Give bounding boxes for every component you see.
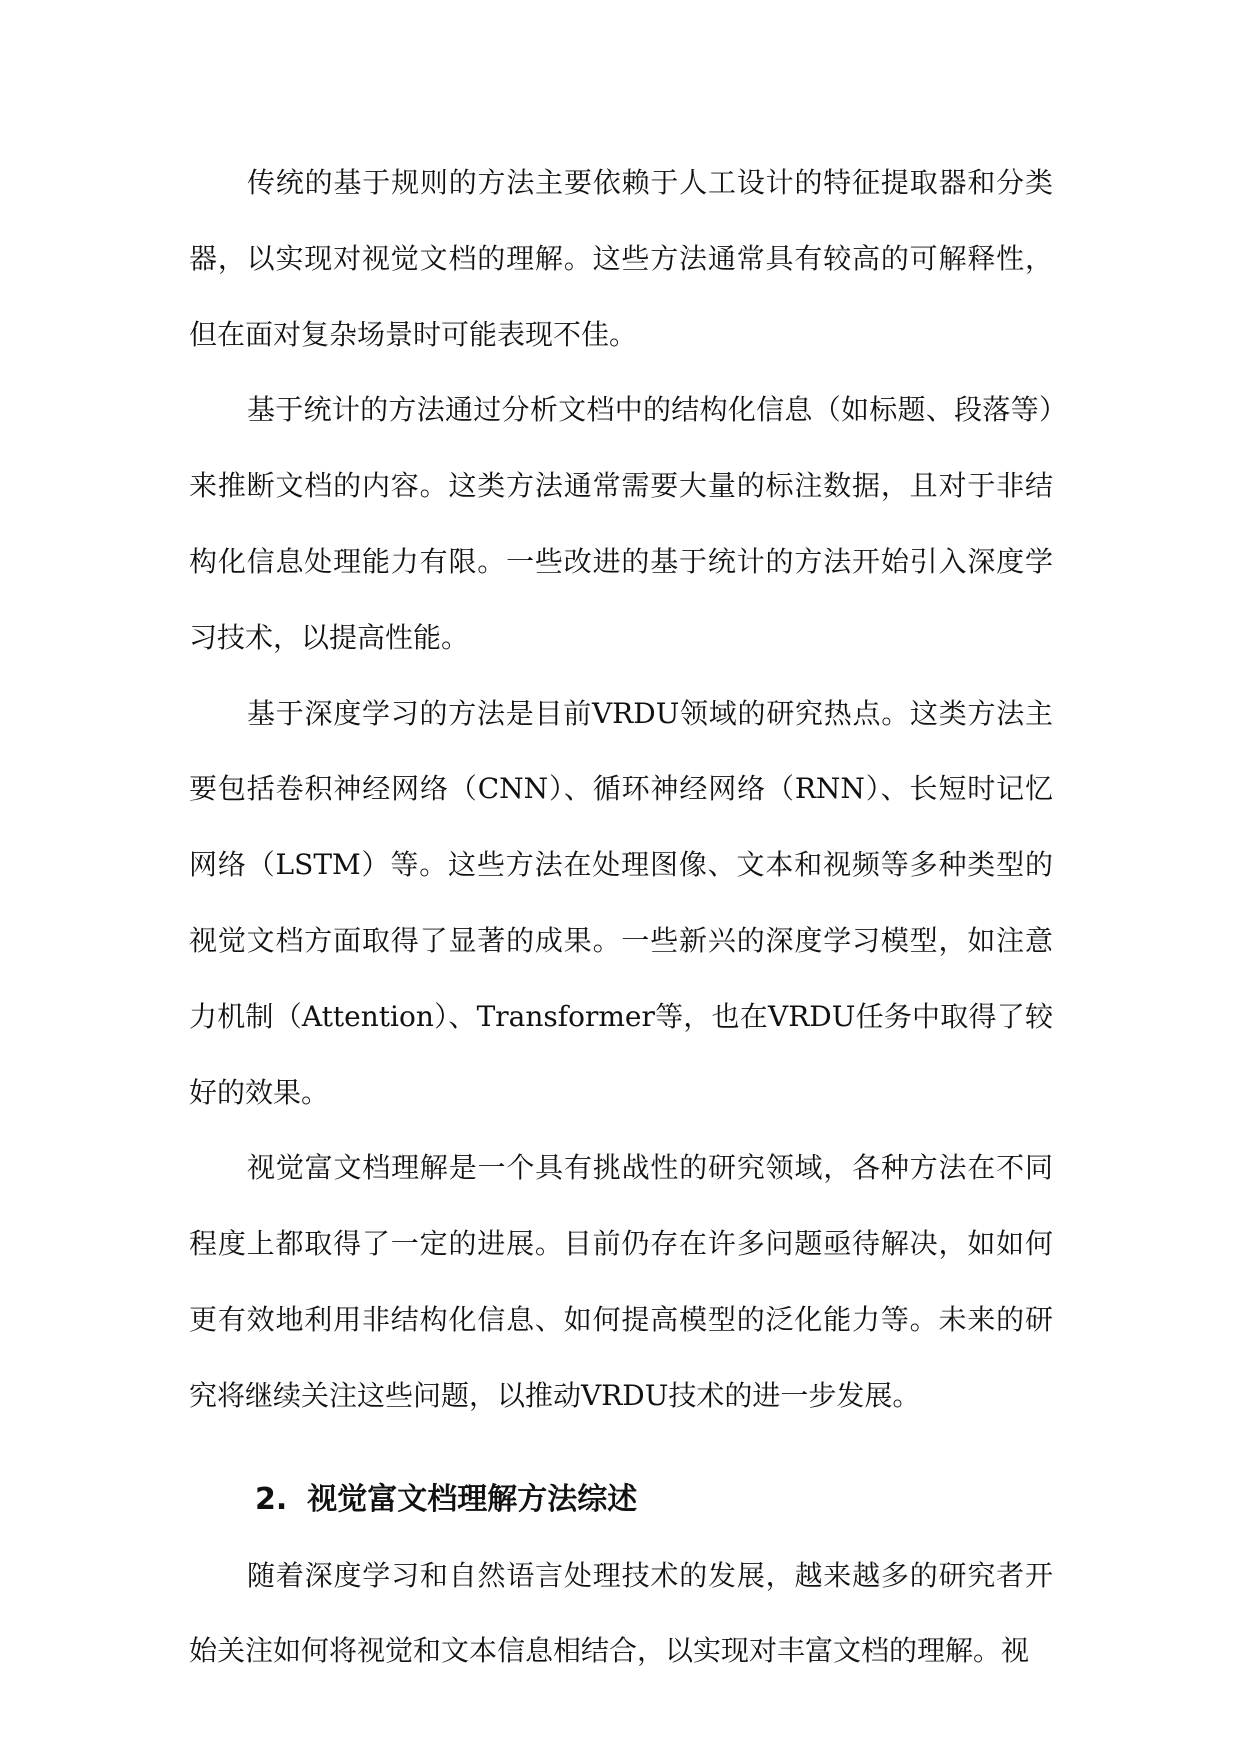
section-spacer xyxy=(189,1434,1053,1472)
paragraph-summary: 视觉富文档理解是一个具有挑战性的研究领域，各种方法在不同程度上都取得了一定的进展。目前仍存在许多问题亟待解决，如如何更有效地利用非结构化信息、如何提高模型的泛化能力等。未来的研究将继续关注这些问题，以推动VRDU技术的进一步发展。 xyxy=(189,1151,1053,1412)
section-number: 2. xyxy=(255,1481,288,1517)
paragraph-section-intro: 随着深度学习和自然语言处理技术的发展，越来越多的研究者开始关注如何将视觉和文本信息相结合，以实现对丰富文档的理解。视 xyxy=(189,1558,1053,1668)
paragraph-deep-learning: 基于深度学习的方法是目前VRDU领域的研究热点。这类方法主要包括卷积神经网络（CNN）、循环神经网络（RNN）、长短时记忆网络（LSTM）等。这些方法在处理图像、文本和视频等多种类型的视觉文档方面取得了显著的成果。一些新兴的深度学习模型，如注意力机制（Attention）、Transformer等，也在VRDU任务中取得了较好的效果。 xyxy=(189,696,1053,1109)
paragraph-rule-based: 传统的基于规则的方法主要依赖于人工设计的特征提取器和分类器，以实现对视觉文档的理解。这些方法通常具有较高的可解释性，但在面对复杂场景时可能表现不佳。 xyxy=(189,166,1053,351)
section-title: 视觉富文档理解方法综述 xyxy=(307,1481,638,1517)
section-heading xyxy=(189,1472,1053,1528)
section-spacer-after xyxy=(189,1528,1053,1538)
document-page xyxy=(189,145,1053,1689)
paragraph-statistical: 基于统计的方法通过分析文档中的结构化信息（如标题、段落等）来推断文档的内容。这类方法通常需要大量的标注数据，且对于非结构化信息处理能力有限。一些改进的基于统计的方法开始引入深度学习技术，以提高性能。 xyxy=(189,393,1053,654)
